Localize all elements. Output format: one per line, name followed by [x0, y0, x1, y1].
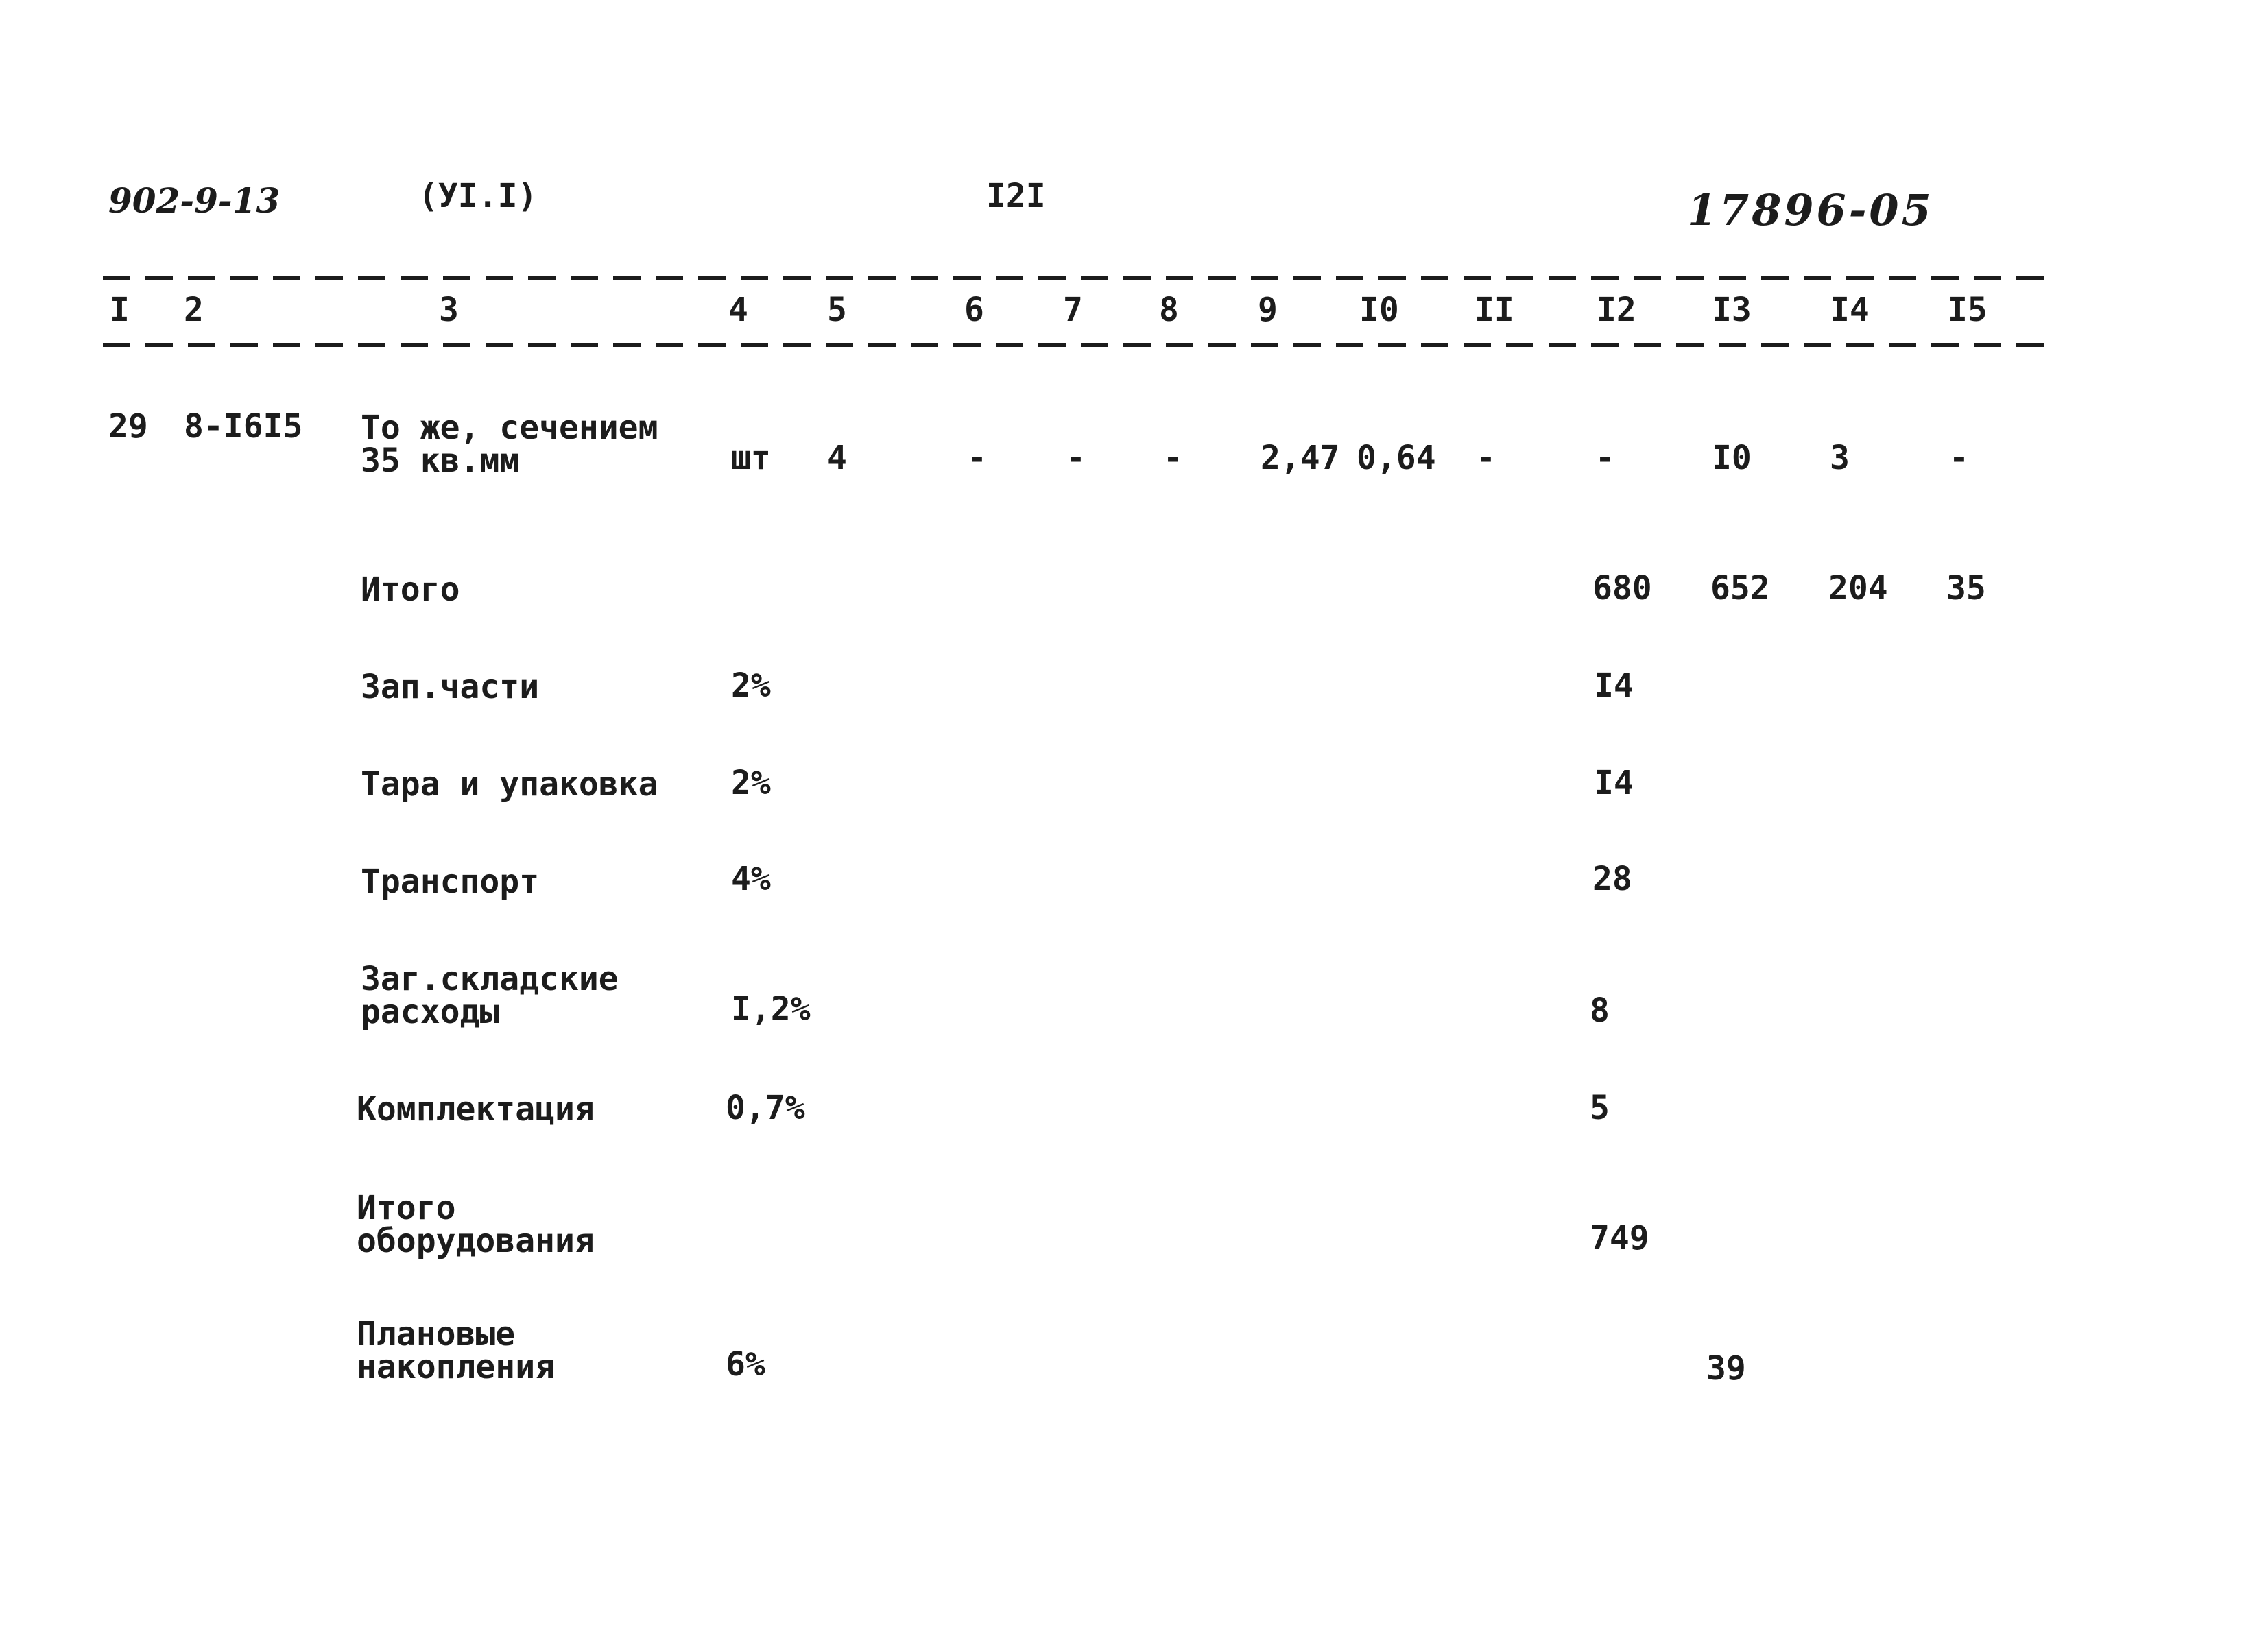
row-c13: I0	[1712, 439, 1752, 477]
zag-sklad-label-line2: расходы	[361, 993, 500, 1031]
header-top-rule	[103, 276, 2044, 280]
zag-sklad-c12: 8	[1590, 991, 1610, 1030]
row-name-line1: То же, сечением	[361, 409, 658, 447]
itogo-obor-label-line1: Итого	[357, 1189, 456, 1227]
plan-nakop-label-line1: Плановые	[357, 1315, 516, 1353]
tara-label: Тара и упаковка	[361, 765, 658, 804]
komplekt-label: Комплектация	[357, 1090, 595, 1129]
row-qty: 4	[827, 439, 847, 477]
zap-chasti-pct: 2%	[731, 666, 771, 705]
document-code: 902-9-13	[108, 180, 280, 221]
komplekt-pct: 0,7%	[726, 1089, 805, 1127]
row-c15: -	[1949, 439, 1969, 477]
row-position: 29	[108, 407, 148, 446]
itogo-c14: 204	[1828, 569, 1888, 607]
itogo-obor-label-line2: оборудования	[357, 1222, 595, 1260]
zap-chasti-c12: I4	[1594, 666, 1634, 705]
row-c7: -	[1066, 439, 1086, 477]
col-header-10: I0	[1359, 291, 1399, 329]
col-header-6: 6	[964, 291, 984, 329]
header-bottom-rule	[103, 343, 2044, 347]
archive-number: 17896-05	[1687, 185, 1934, 235]
row-c9: 2,47	[1261, 439, 1340, 477]
col-header-11: II	[1475, 291, 1514, 329]
col-header-14: I4	[1830, 291, 1870, 329]
tara-c12: I4	[1594, 764, 1634, 802]
transport-c12: 28	[1592, 860, 1632, 898]
col-header-3: 3	[439, 291, 459, 329]
col-header-4: 4	[728, 291, 748, 329]
tara-pct: 2%	[731, 764, 771, 802]
transport-pct: 4%	[731, 860, 771, 898]
zag-sklad-label-line1: Заг.складские	[361, 960, 619, 998]
row-c6: -	[967, 439, 987, 477]
itogo-c15: 35	[1946, 569, 1986, 607]
itogo-obor-c12: 749	[1590, 1219, 1649, 1257]
row-name-line2: 35 кв.мм	[361, 442, 520, 480]
col-header-15: I5	[1948, 291, 1988, 329]
row-unit: шт	[731, 439, 771, 477]
col-header-7: 7	[1063, 291, 1083, 329]
col-header-2: 2	[184, 291, 204, 329]
transport-label: Транспорт	[361, 863, 540, 901]
row-c14: 3	[1830, 439, 1850, 477]
row-c11: -	[1476, 439, 1496, 477]
plan-nakop-label-line2: накопления	[357, 1348, 555, 1386]
row-code: 8-I6I5	[184, 407, 303, 446]
col-header-8: 8	[1159, 291, 1179, 329]
komplekt-c12: 5	[1590, 1089, 1610, 1127]
col-header-1: I	[110, 291, 130, 329]
row-c8: -	[1163, 439, 1183, 477]
plan-nakop-c13: 39	[1706, 1349, 1746, 1388]
row-c10: 0,64	[1357, 439, 1436, 477]
col-header-13: I3	[1712, 291, 1752, 329]
row-c12: -	[1595, 439, 1615, 477]
zag-sklad-pct: I,2%	[731, 990, 811, 1028]
section-label: (УI.I)	[418, 177, 538, 215]
page-number: I2I	[986, 177, 1046, 215]
col-header-5: 5	[827, 291, 847, 329]
zap-chasti-label: Зап.части	[361, 668, 540, 706]
itogo-label: Итого	[361, 570, 460, 609]
col-header-9: 9	[1258, 291, 1278, 329]
plan-nakop-pct: 6%	[726, 1345, 765, 1384]
itogo-c13: 652	[1710, 569, 1770, 607]
col-header-12: I2	[1597, 291, 1636, 329]
itogo-c12: 680	[1592, 569, 1652, 607]
